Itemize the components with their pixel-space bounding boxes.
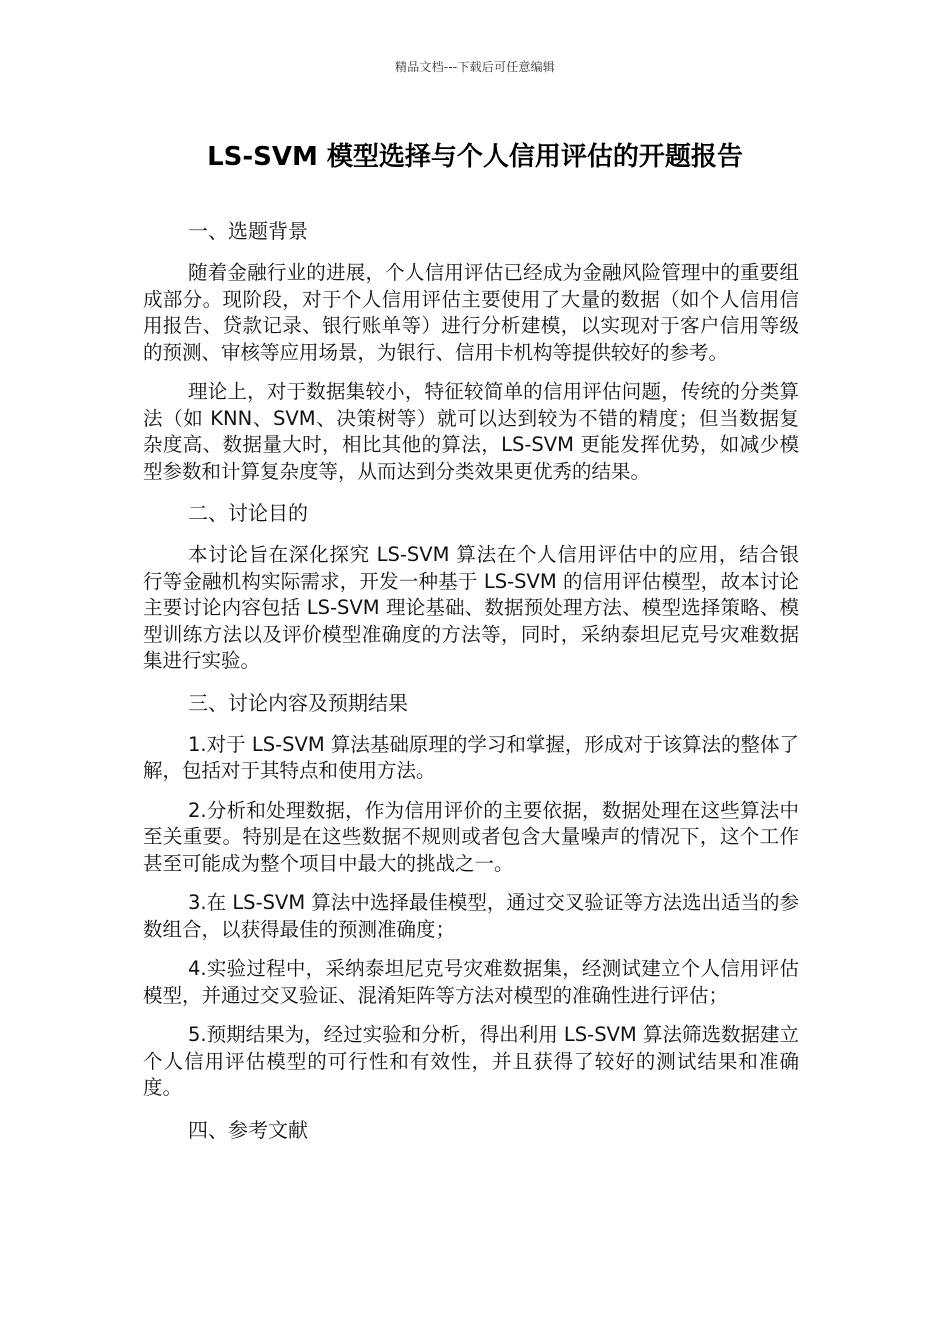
section-content-results [143,688,799,1102]
paragraph: 理论上，对于数据集较小，特征较简单的信用评估问题，传统的分类算法（如 KNN、SVM、决策树等）就可以达到较为不错的精度；但当数据复杂度高、数据量大时，相比其他的算法，LS-SVM 更能发挥优势，如减少模型参数和计算复杂度等，从而达到分类效果更优秀的结果。 [143,380,799,483]
section-heading: 三、讨论内容及预期结果 [188,690,408,715]
list-item-paragraph: 3.在 LS-SVM 算法中选择最佳模型，通过交叉验证等方法选出适当的参数组合，以获得最佳的预测准确度； [143,891,799,941]
section-heading: 二、讨论目的 [188,501,308,525]
section-background [143,216,799,485]
section-purpose [143,498,799,675]
list-item-paragraph: 4.实验过程中，采纳泰坦尼克号灾难数据集，经测试建立个人信用评估模型，并通过交叉验证、混淆矩阵等方法对模型的准确性进行评估； [143,957,799,1007]
header-note: 精品文档---下载后可任意编辑 [395,60,555,74]
list-item-paragraph: 2.分析和处理数据，作为信用评价的主要依据，数据处理在这些算法中至关重要。特别是在这些数据不规则或者包含大量噪声的情况下，这个工作甚至可能成为整个项目中最大的挑战之一。 [143,798,799,875]
paragraph: 本讨论旨在深化探究 LS-SVM 算法在个人信用评估中的应用，结合银行等金融机构实际需求，开发一种基于 LS-SVM 的信用评估模型，故本讨论主要讨论内容包括 LS-SVM 理论基础、数据预处理方法、模型选择策略、模型训练方法以及评价模型准确度的方法等，同时，采纳泰坦尼克号灾难数据集进行实验。 [143,543,799,672]
document-body [143,216,799,1159]
list-item-paragraph: 5.预期结果为，经过实验和分析，得出利用 LS-SVM 算法筛选数据建立个人信用评估模型的可行性和有效性，并且获得了较好的测试结果和准确度。 [143,1023,799,1099]
list-item-paragraph: 1.对于 LS-SVM 算法基础原理的学习和掌握，形成对于该算法的整体了解，包括对于其特点和使用方法。 [143,732,799,782]
document-title: LS-SVM 模型选择与个人信用评估的开题报告 [207,142,743,172]
section-heading: 一、选题背景 [188,219,308,243]
section-references [143,1115,799,1145]
section-heading: 四、参考文献 [188,1117,308,1142]
paragraph: 随着金融行业的进展，个人信用评估已经成为金融风险管理中的重要组成部分。现阶段，对于个人信用评估主要使用了大量的数据（如个人信用信用报告、贷款记录、银行账单等）进行分析建模，以实现对于客户信用等级的预测、审核等应用场景，为银行、信用卡机构等提供较好的参考。 [143,261,799,364]
